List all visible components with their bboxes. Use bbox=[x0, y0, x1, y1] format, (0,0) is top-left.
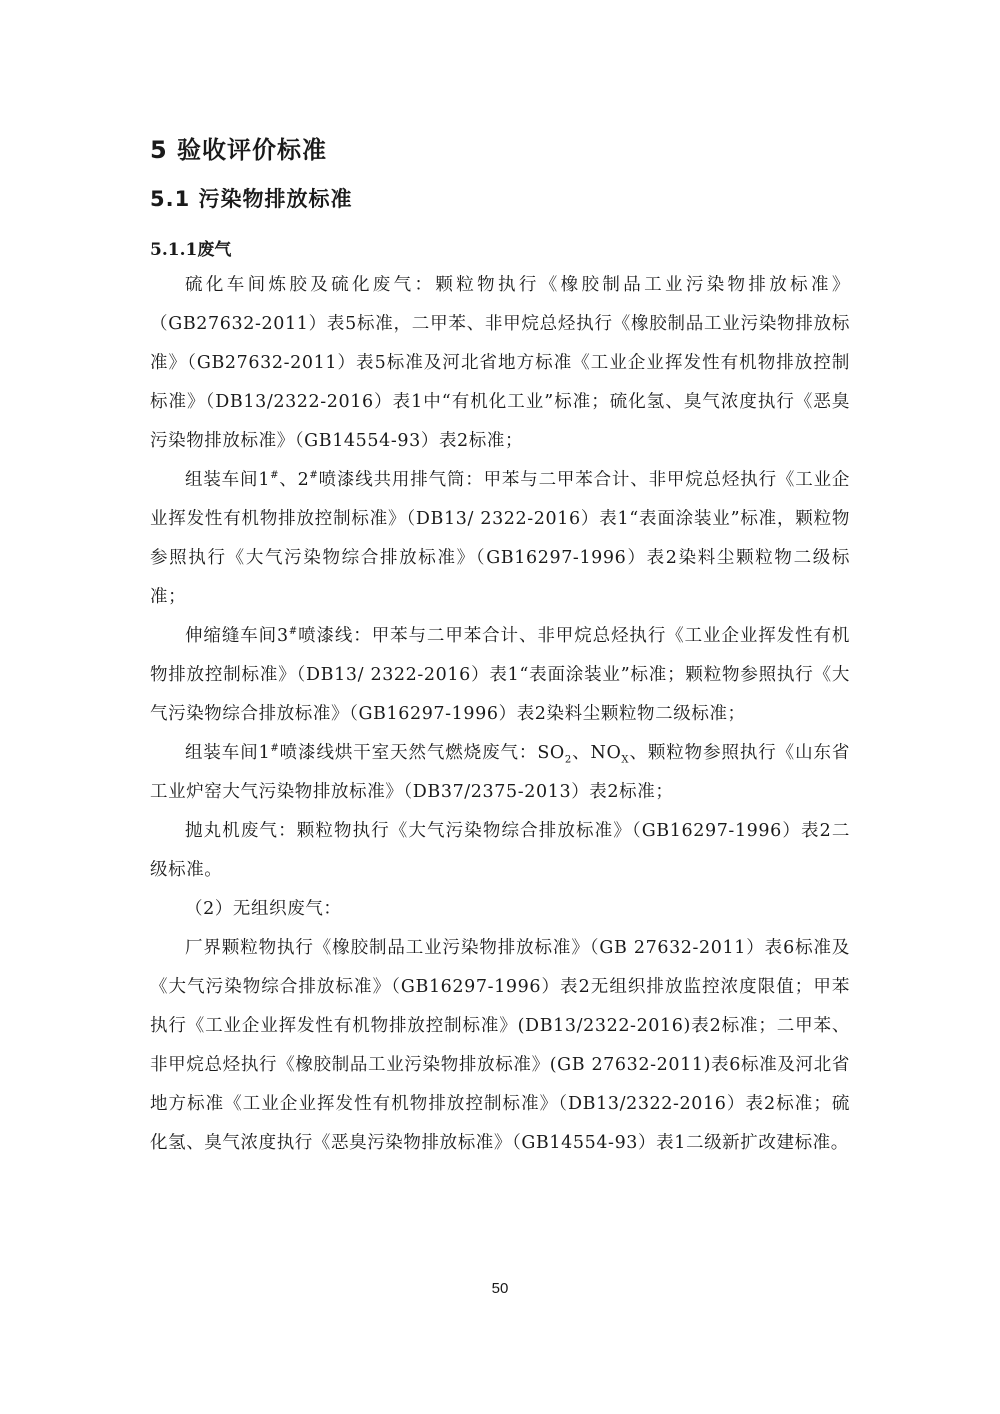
subscript: 2 bbox=[564, 754, 572, 766]
superscript: # bbox=[270, 743, 280, 755]
paragraph-expansion-joint-spray-line bbox=[150, 617, 850, 734]
superscript: # bbox=[270, 470, 280, 482]
text-fragment: 喷漆线：甲苯与二甲苯合计、非甲烷总烃执行《工业企业挥发性有机物排放控制标准》（DB13/ 2322-2016）表1“表面涂装业”标准；颗粒物参照执行《大气污染物综合排放标准》（GB16297-1996）表2染料尘颗粒物二级标准； bbox=[150, 626, 851, 724]
paragraph-fugitive-emissions: 厂界颗粒物执行《橡胶制品工业污染物排放标准》（GB 27632-2011）表6标准及《大气污染物综合排放标准》（GB16297-1996）表2无组织排放监控浓度限值；甲苯执行《工业企业挥发性有机物排放控制标准》(DB13/2322-2016)表2标准；二甲苯、非甲烷总烃执行《橡胶制品工业污染物排放标准》(GB 27632-2011)表6标准及河北省地方标准《工业企业挥发性有机物排放控制标准》（DB13/2322-2016）表2标准；硫化氢、臭气浓度执行《恶臭污染物排放标准》（GB14554-93）表1二级新扩改建标准。 bbox=[150, 938, 850, 1153]
paragraph-assembly-spray-lines bbox=[150, 461, 850, 617]
text-fragment: 伸缩缝车间3 bbox=[185, 626, 289, 646]
text-fragment: 喷漆线共用排气筒：甲苯与二甲苯合计、非甲烷总烃执行《工业企业挥发性有机物排放控制标准》（DB13/ 2322-2016）表1“表面涂装业”标准，颗粒物参照执行《大气污染物综合排放标准》（GB16297-1996）表2染料尘颗粒物二级标准； bbox=[150, 470, 851, 607]
subscript: X bbox=[621, 754, 630, 766]
paragraph-drying-room-combustion bbox=[150, 734, 850, 812]
superscript: # bbox=[309, 470, 319, 482]
page-number: 50 bbox=[491, 1280, 509, 1297]
section-heading: 5 验收评价标准 bbox=[150, 136, 328, 164]
text-fragment: 、NO bbox=[571, 743, 622, 763]
body-text bbox=[150, 266, 850, 1163]
sub-subsection-heading: 5.1.1废气 bbox=[150, 240, 232, 260]
text-fragment: 组装车间1 bbox=[185, 743, 271, 763]
paragraph-shot-blasting: 抛丸机废气：颗粒物执行《大气污染物综合排放标准》（GB16297-1996）表2二级标准。 bbox=[150, 821, 850, 880]
text-fragment: 组装车间1 bbox=[185, 470, 271, 490]
text-fragment: 、2 bbox=[279, 470, 310, 490]
subsection-heading: 5.1 污染物排放标准 bbox=[150, 187, 353, 211]
paragraph-fugitive-heading: （2）无组织废气： bbox=[185, 899, 342, 919]
superscript: # bbox=[288, 626, 298, 638]
page-content bbox=[150, 0, 850, 1414]
text-fragment: 、颗粒物参照执行《山东省工业炉窑大气污染物排放标准》（DB37/2375-2013）表2标准； bbox=[150, 743, 850, 802]
text-fragment: 喷漆线烘干室天然气燃烧废气：SO bbox=[279, 743, 565, 763]
paragraph-vulcanization: 硫化车间炼胶及硫化废气：颗粒物执行《橡胶制品工业污染物排放标准》（GB27632-2011）表5标准，二甲苯、非甲烷总烃执行《橡胶制品工业污染物排放标准》（GB27632-2011）表5标准及河北省地方标准《工业企业挥发性有机物排放控制标准》（DB13/2322-2016）表1中“有机化工业”标准；硫化氢、臭气浓度执行《恶臭污染物排放标准》（GB14554-93）表2标准； bbox=[150, 275, 850, 451]
